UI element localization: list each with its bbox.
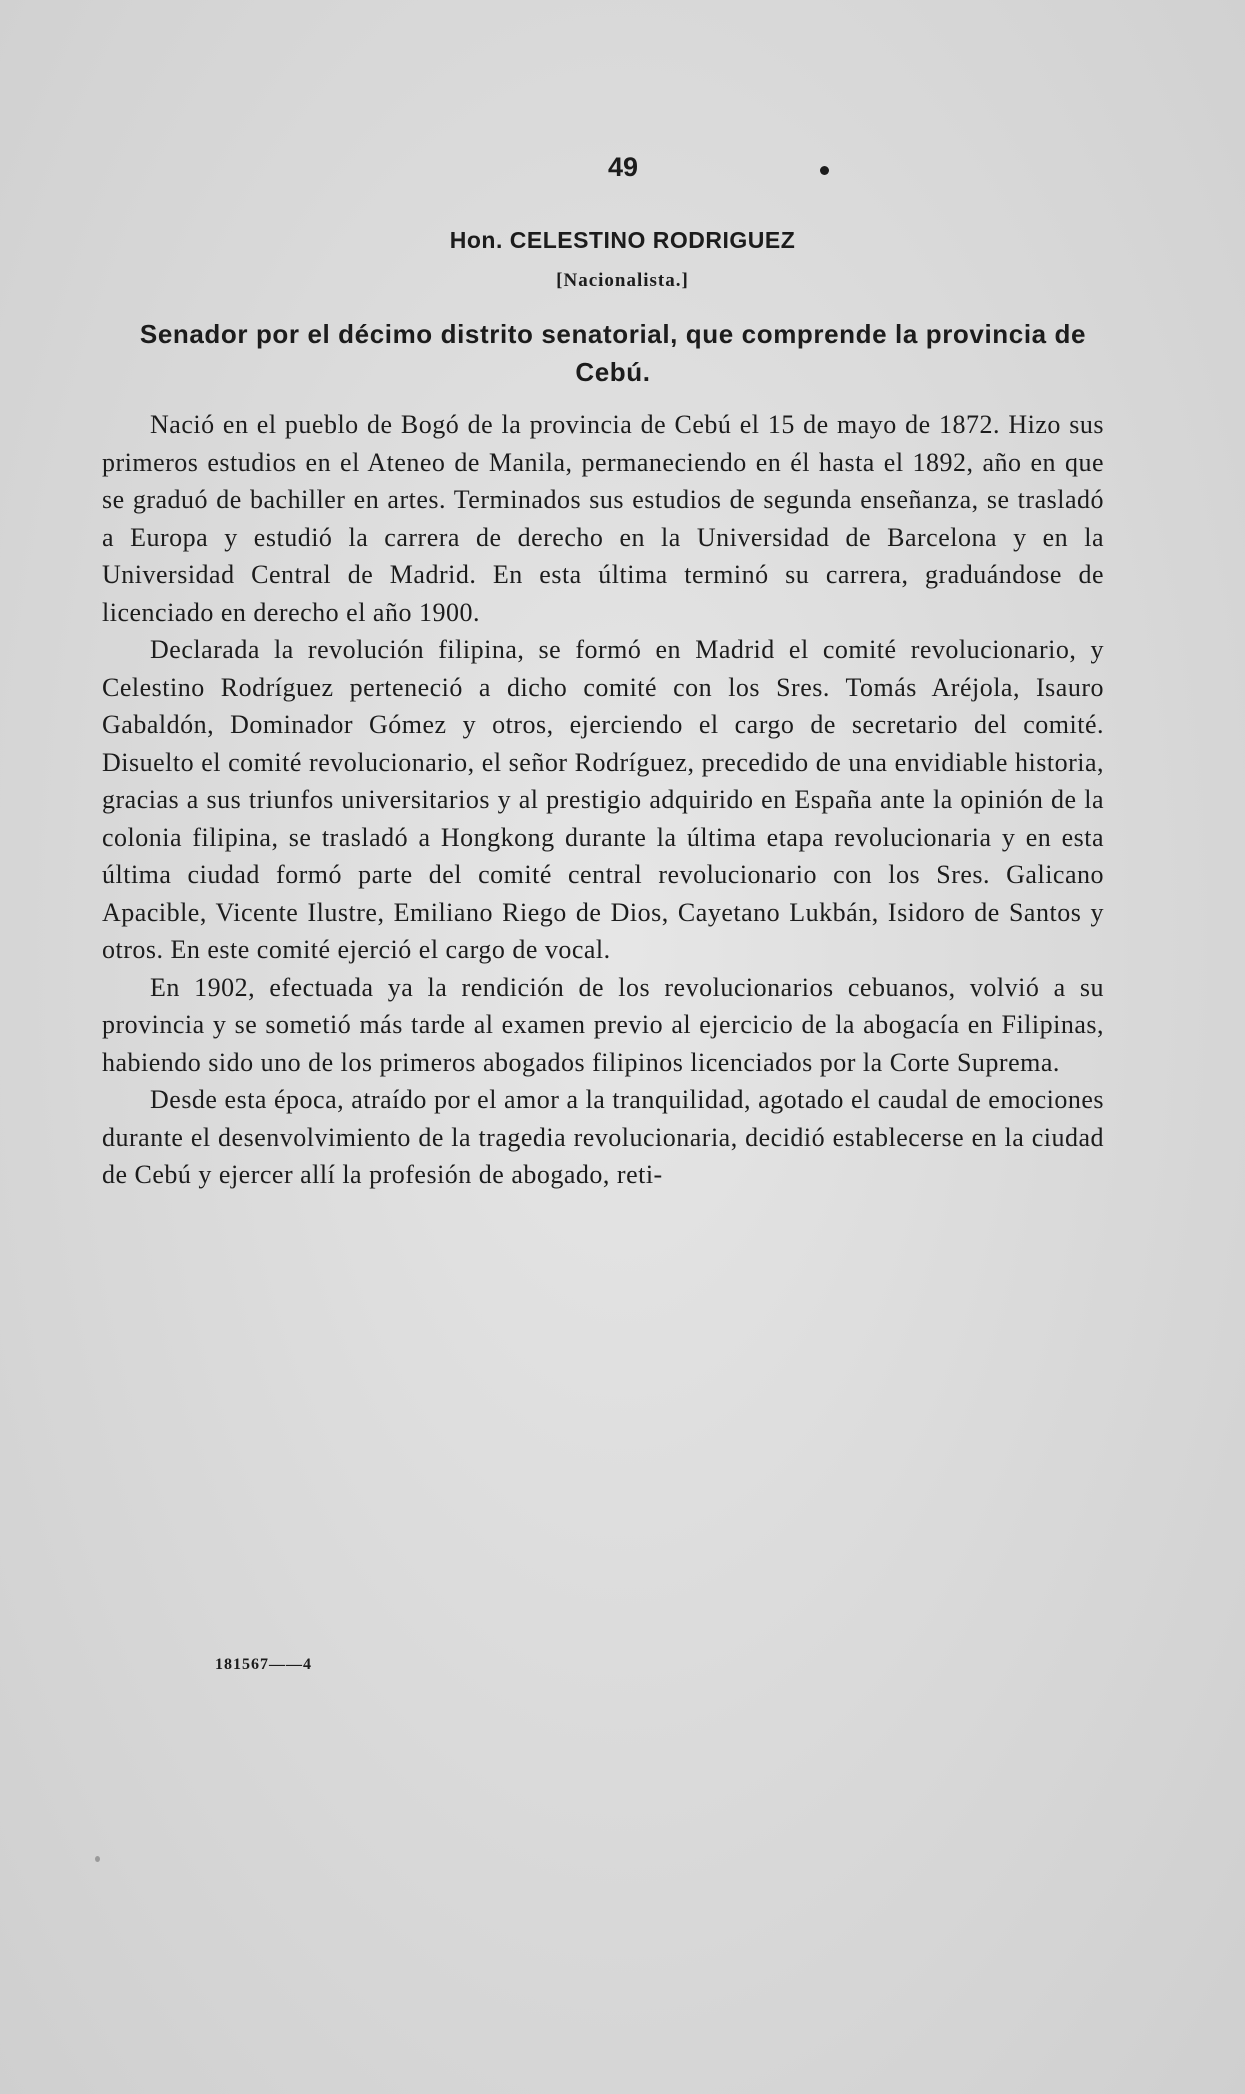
- senator-name-heading: Hon. CELESTINO RODRIGUEZ: [449, 227, 796, 253]
- printer-signature-code: 181567——4: [215, 1656, 312, 1673]
- party-affiliation: [Nacionalista.]: [556, 270, 689, 291]
- paragraph: En 1902, efectuada ya la rendición de los revolucionarios cebuanos, volvió a su provincia y se sometió más tarde al examen previo al ejercicio de la abogacía en Filipinas, habiendo sido uno de los primeros abogados filipinos licenciados por la Corte Suprema.: [102, 972, 1104, 1077]
- paragraph: Desde esta época, atraído por el amor a la tranquilidad, agotado el caudal de emociones durante el desenvolvimiento de la tragedia revolucionaria, decidió establecerse en la ciudad de Cebú y ejercer allí la profesión de abogado, reti-: [102, 1085, 1104, 1189]
- page-number: 49: [607, 152, 639, 182]
- ink-dot: [820, 166, 829, 175]
- biography-text: [102, 406, 1104, 1194]
- paragraph: Declarada la revolución filipina, se formó en Madrid el comité revolucionario, y Celestino Rodríguez perteneció a dicho comité con los Sres. Tomás Aréjola, Isauro Gabaldón, Dominador Gómez y otros, ejerciendo el cargo de secretario del comité. Disuelto el comité revolucionario, el señor Rodríguez, precedido de una envidiable historia, gracias a sus triunfos universitarios y al prestigio adquirido en España ante la opinión de la colonia filipina, se trasladó a Hongkong durante la última etapa revolucionaria y en esta última ciudad formó parte del comité central revolucionario con los Sres. Galicano Apacible, Vicente Ilustre, Emiliano Riego de Dios, Cayetano Lukbán, Isidoro de Santos y otros. En este comité ejerció el cargo de vocal.: [102, 635, 1104, 964]
- paper-speck: [95, 1856, 100, 1862]
- district-description: Senador por el décimo distrito senatorial, que comprende la provincia de Cebú.: [139, 319, 1087, 387]
- paragraph: Nació en el pueblo de Bogó de la provincia de Cebú el 15 de mayo de 1872. Hizo sus primeros estudios en el Ateneo de Manila, permaneciendo en él hasta el 1892, año en que se graduó de bachiller en artes. Terminados sus estudios de segunda enseñanza, se trasladó a Europa y estudió la carrera de derecho en la Universidad de Barcelona y en la Universidad Central de Madrid. En esta última terminó su carrera, graduándose de licenciado en derecho el año 1900.: [102, 410, 1104, 627]
